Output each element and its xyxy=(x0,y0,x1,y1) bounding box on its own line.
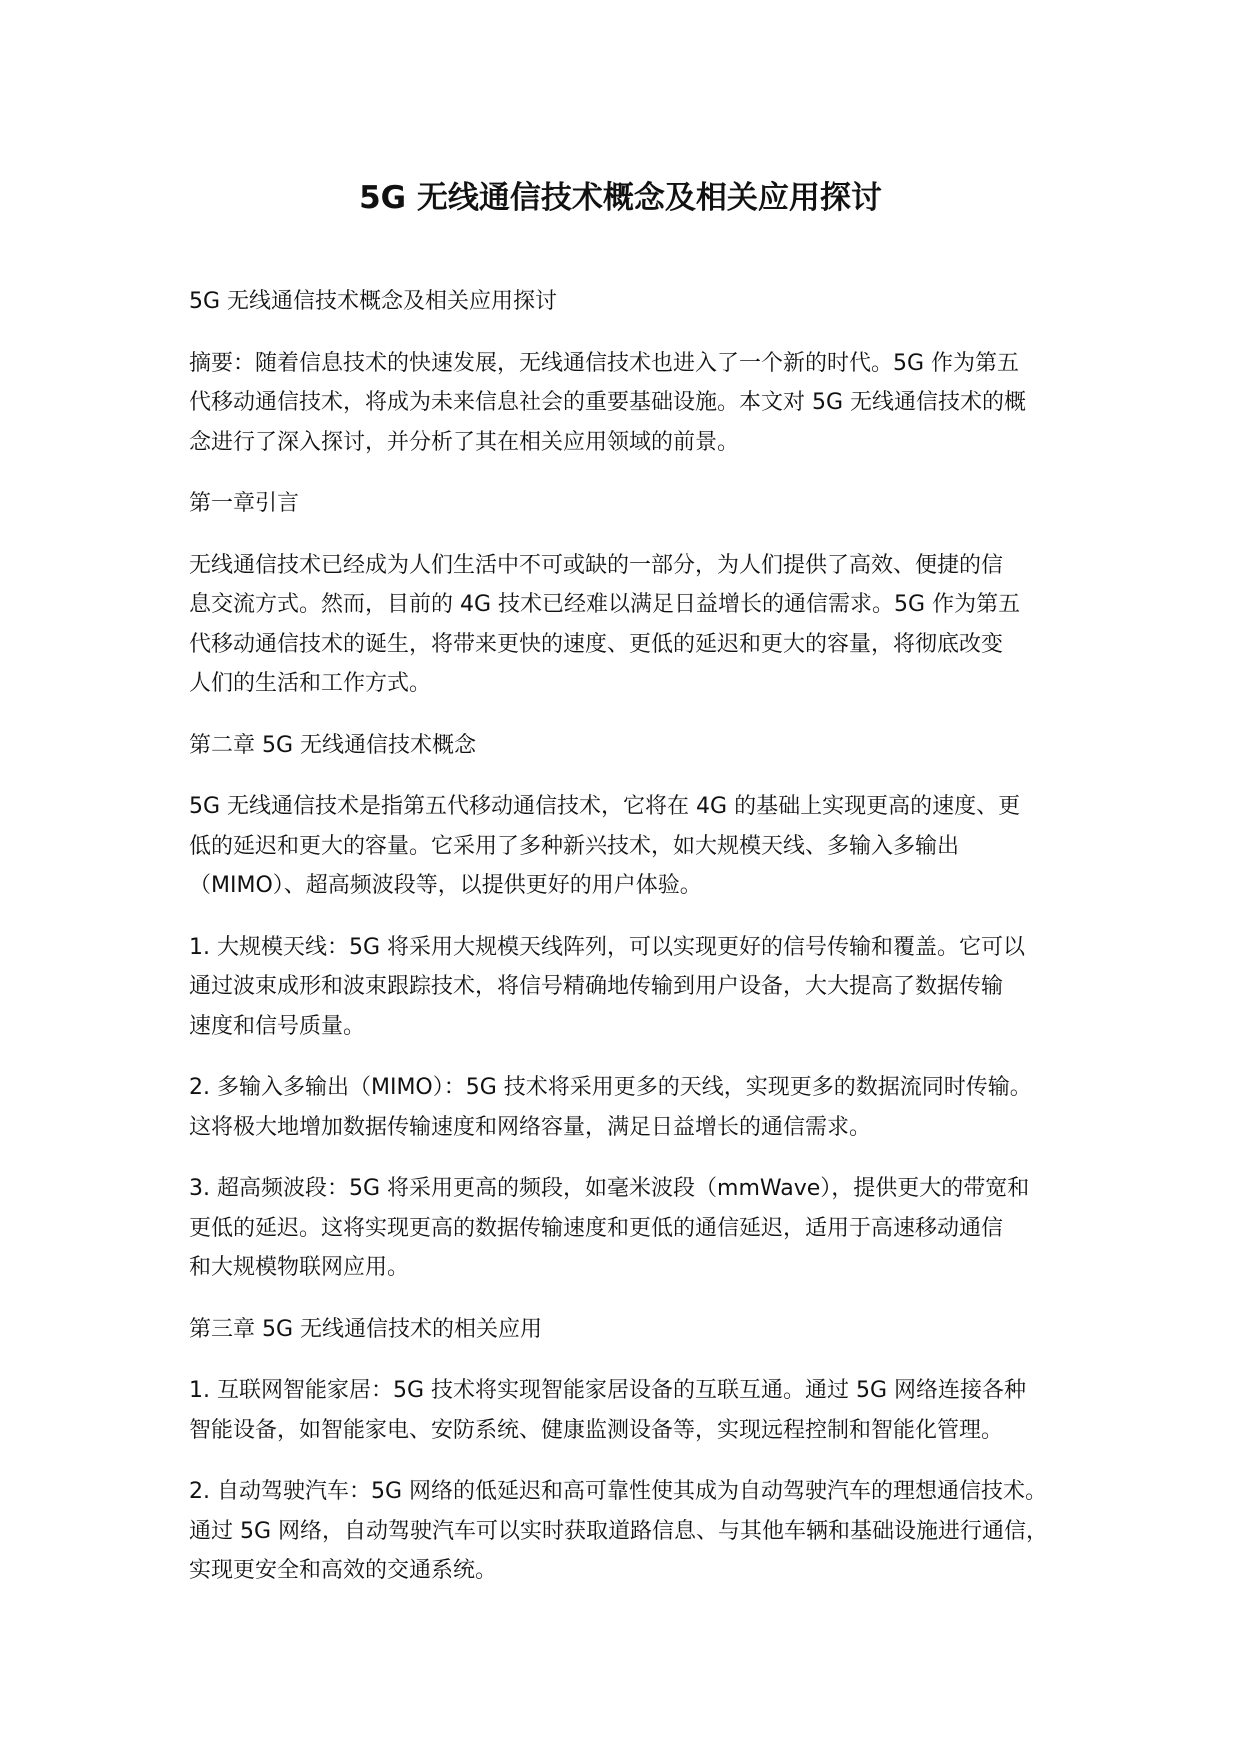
chapter-1-paragraph xyxy=(189,546,1089,704)
text-line: 这将极大地增加数据传输速度和网络容量，满足日益增长的通信需求。 xyxy=(189,1114,872,1140)
text-line: 代移动通信技术，将成为未来信息社会的重要基础设施。本文对 5G 无线通信技术的概 xyxy=(189,390,1027,415)
list-item-massive-antenna xyxy=(189,928,1089,1047)
text-line: 息交流方式。然而，目前的 4G 技术已经难以满足日益增长的通信需求。5G 作为第五 xyxy=(189,592,1021,617)
text-line: 代移动通信技术的诞生，将带来更快的速度、更低的延迟和更大的容量，将彻底改变 xyxy=(189,631,1004,657)
chapter-2-heading xyxy=(189,726,1089,766)
text-line: 人们的生活和工作方式。 xyxy=(189,671,432,696)
document-body xyxy=(189,282,1089,1613)
text-line: 1. 互联网智能家居：5G 技术将实现智能家居设备的互联互通。通过 5G 网络连接各种 xyxy=(189,1378,1027,1403)
text-line: 通过波束成形和波束跟踪技术，将信号精确地传输到用户设备，大大提高了数据传输 xyxy=(189,974,1004,999)
document-title: 5G 无线通信技术概念及相关应用探讨 xyxy=(359,180,882,216)
text-line: 第二章 5G 无线通信技术概念 xyxy=(189,732,477,758)
text-line: 通过 5G 网络，自动驾驶汽车可以实时获取道路信息、与其他车辆和基础设施进行通信， xyxy=(189,1518,1049,1544)
text-line: 3. 超高频波段：5G 将采用更高的频段，如毫米波段（mmWave），提供更大的带宽和 xyxy=(189,1176,1030,1201)
text-line: 速度和信号质量。 xyxy=(189,1013,366,1039)
text-line: 1. 大规模天线：5G 将采用大规模天线阵列，可以实现更好的信号传输和覆盖。它可以 xyxy=(189,934,1026,960)
text-line: 实现更安全和高效的交通系统。 xyxy=(189,1558,498,1583)
text-line: 更低的延迟。这将实现更高的数据传输速度和更低的通信延迟，适用于高速移动通信 xyxy=(189,1215,1004,1241)
text-line: 2. 多输入多输出（MIMO）：5G 技术将采用更多的天线，实现更多的数据流同时传输。 xyxy=(189,1075,1032,1100)
text-line: （MIMO）、超高频波段等，以提供更好的用户体验。 xyxy=(189,873,702,898)
text-line: 智能设备，如智能家电、安防系统、健康监测设备等，实现远程控制和智能化管理。 xyxy=(189,1417,1004,1443)
chapter-3-heading xyxy=(189,1310,1089,1350)
subtitle-paragraph xyxy=(189,282,1089,322)
text-line: 5G 无线通信技术是指第五代移动通信技术，它将在 4G 的基础上实现更高的速度、更 xyxy=(189,794,1021,819)
text-line: 2. 自动驾驶汽车：5G 网络的低延迟和高可靠性使其成为自动驾驶汽车的理想通信技术。 xyxy=(189,1479,1048,1504)
chapter-2-paragraph xyxy=(189,787,1089,906)
abstract-paragraph xyxy=(189,344,1089,463)
text-line: 第一章引言 xyxy=(189,491,300,516)
list-item-high-frequency xyxy=(189,1169,1089,1288)
text-line: 第三章 5G 无线通信技术的相关应用 xyxy=(189,1316,543,1342)
list-item-autonomous-driving xyxy=(189,1472,1089,1591)
text-line: 摘要：随着信息技术的快速发展，无线通信技术也进入了一个新的时代。5G 作为第五 xyxy=(189,350,1020,376)
text-line: 无线通信技术已经成为人们生活中不可或缺的一部分，为人们提供了高效、便捷的信 xyxy=(189,552,1004,578)
list-item-smart-home xyxy=(189,1371,1089,1450)
list-item-mimo xyxy=(189,1068,1089,1147)
text-line: 5G 无线通信技术概念及相关应用探讨 xyxy=(189,289,558,314)
chapter-1-heading xyxy=(189,484,1089,524)
text-line: 低的延迟和更大的容量。它采用了多种新兴技术，如大规模天线、多输入多输出 xyxy=(189,833,960,859)
text-line: 念进行了深入探讨，并分析了其在相关应用领域的前景。 xyxy=(189,429,740,455)
text-line: 和大规模物联网应用。 xyxy=(189,1255,410,1280)
